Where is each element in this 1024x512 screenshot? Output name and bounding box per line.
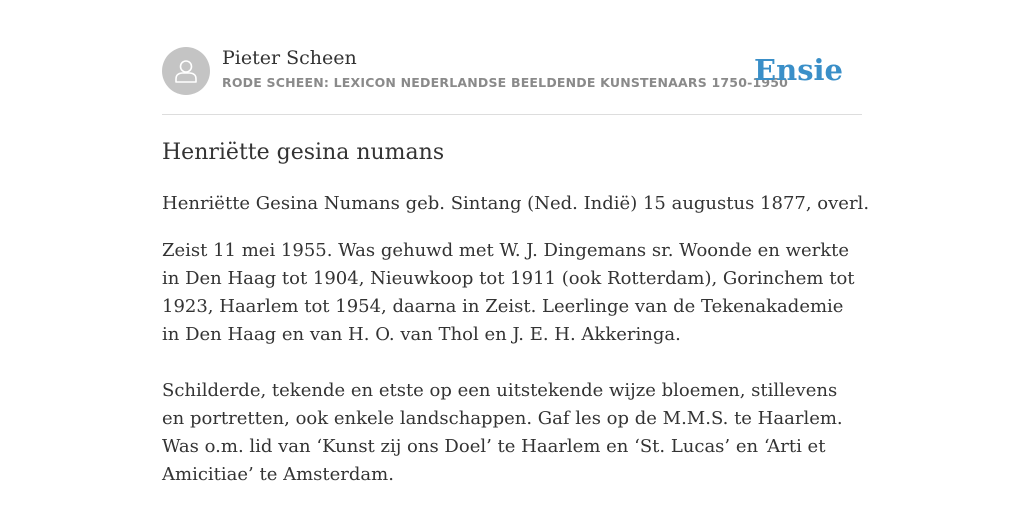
entry-title: Henriëtte gesina numans	[162, 140, 445, 165]
avatar[interactable]	[162, 47, 210, 95]
user-icon	[171, 56, 201, 86]
entry-paragraph: Zeist 11 mei 1955. Was gehuwd met W. J. Dingemans sr. Woonde en werkte in Den Haag tot 1904, Nieuwkoop tot 1911 (ook Rotterdam), Gorinchem tot 1923, Haarlem tot 1954, daarna in Zeist. Leerlinge van de Tekenakademie in Den Haag en van H. O. van Thol en J. E. H. Akkeringa.	[162, 240, 855, 345]
author-name[interactable]: Pieter Scheen	[222, 47, 357, 69]
entry-paragraph: Schilderde, tekende en etste op een uitstekende wijze bloemen, stillevens en portretten, ook enkele landschappen. Gaf les op de M.M.S. te Haarlem. Was o.m. lid van ‘Kunst zij ons Doel’ te Haarlem en ‘St. Lucas’ en ‘Arti et Amicitiae’ te Amsterdam.	[162, 380, 843, 485]
source-title[interactable]: RODE SCHEEN: LEXICON NEDERLANDSE BEELDENDE KUNSTENAARS 1750-1950	[222, 75, 789, 90]
entry-paragraph: Henriëtte Gesina Numans geb. Sintang (Ned. Indië) 15 augustus 1877, overl.	[162, 193, 870, 214]
brand-logo[interactable]: Ensie	[754, 53, 843, 87]
entry-header	[162, 0, 862, 115]
entry-card	[162, 0, 870, 485]
